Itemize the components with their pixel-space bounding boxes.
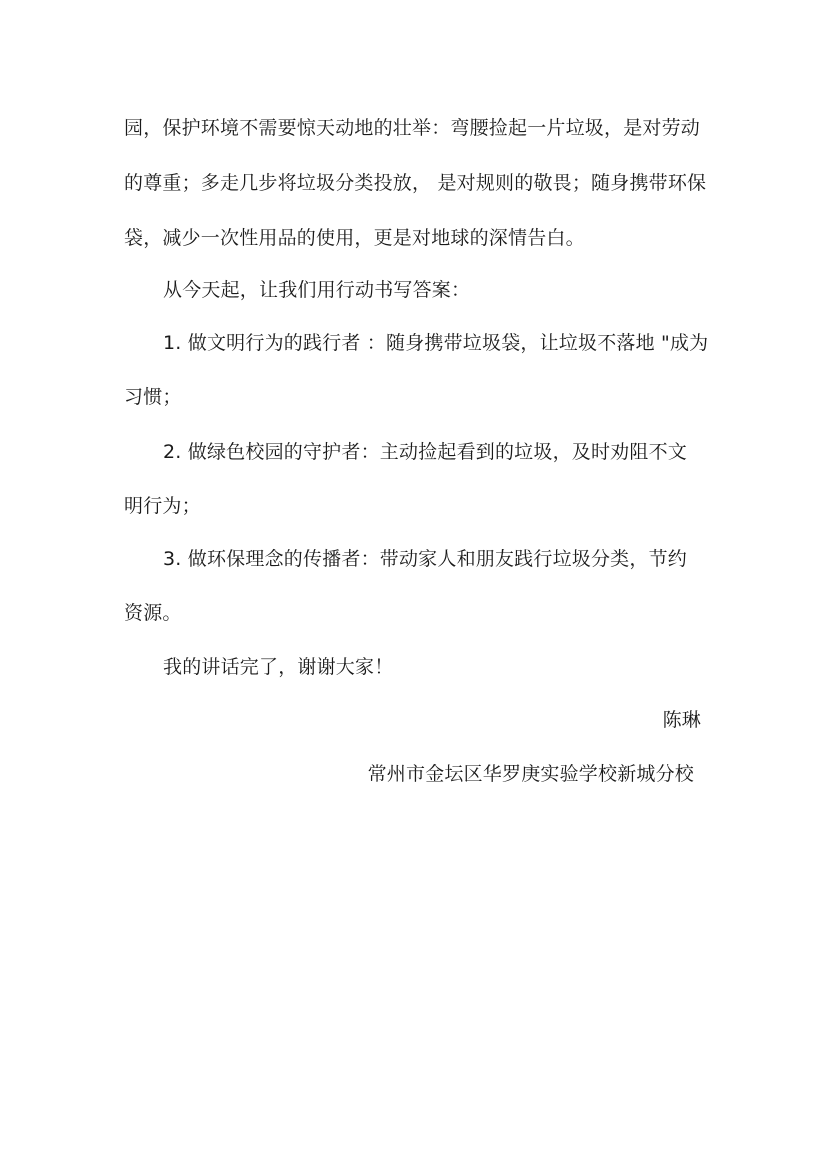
paragraph-line-1: 园，保护环境不需要惊天动地的壮举：弯腰捡起一片垃圾，是对劳动 — [124, 117, 701, 139]
closing-remark: 我的讲话完了，谢谢大家！ — [163, 656, 394, 678]
paragraph-line-3: 袋，减少一次性用品的使用，更是对地球的深情告白。 — [124, 227, 585, 249]
list-item-2-line-2: 明行为； — [124, 495, 201, 517]
school-name: 常州市金坛区华罗庚实验学校新城分校 — [367, 763, 694, 785]
list-item-1-line-1: 1. 做文明行为的践行者 ：随身携带垃圾袋，让垃圾不落地 "成为 — [163, 332, 709, 354]
paragraph-line-2: 的尊重；多走几步将垃圾分类投放， 是对规则的敬畏；随身携带环保 — [124, 172, 707, 194]
list-item-2-line-1: 2. 做绿色校园的守护者：主动捡起看到的垃圾，及时劝阻不文 — [163, 441, 687, 463]
list-item-3-line-1: 3. 做环保理念的传播者：带动家人和朋友践行垃圾分类，节约 — [163, 548, 687, 570]
list-item-1-line-2: 习惯； — [124, 386, 182, 408]
list-item-3-line-2: 资源。 — [124, 602, 182, 624]
call-to-action: 从今天起，让我们用行动书写答案： — [163, 279, 471, 301]
author-name: 陈琳 — [662, 709, 701, 731]
